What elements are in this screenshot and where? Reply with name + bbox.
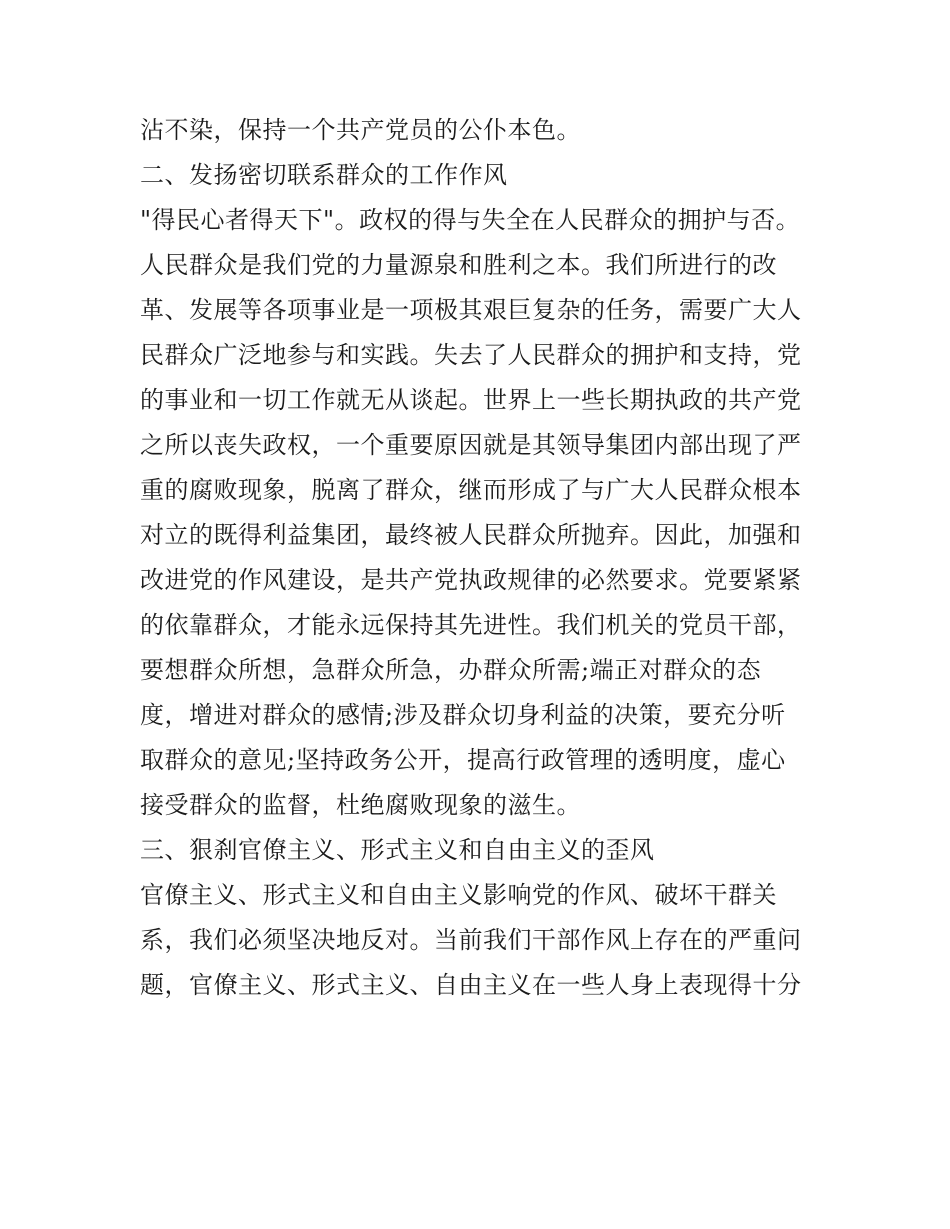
text-line: 接受群众的监督，杜绝腐败现象的滋生。 bbox=[140, 791, 581, 819]
body-text bbox=[140, 108, 820, 1008]
text-line: 沾不染，保持一个共产党员的公仆本色。 bbox=[140, 116, 581, 144]
text-line: 人民群众是我们党的力量源泉和胜利之本。我们所进行的改 bbox=[140, 251, 777, 279]
text-line: 之所以丧失政权，一个重要原因就是其领导集团内部出现了严 bbox=[140, 431, 802, 459]
text-line: 重的腐败现象，脱离了群众，继而形成了与广大人民群众根本 bbox=[140, 476, 802, 504]
text-line: 题，官僚主义、形式主义、自由主义在一些人身上表现得十分 bbox=[140, 971, 802, 999]
text-line: 对立的既得利益集团，最终被人民群众所抛弃。因此，加强和 bbox=[140, 521, 802, 549]
text-line: 革、发展等各项事业是一项极其艰巨复杂的任务，需要广大人 bbox=[140, 296, 802, 324]
section-heading-3: 三、狠刹官僚主义、形式主义和自由主义的歪风 bbox=[140, 836, 655, 864]
text-line: 系，我们必须坚决地反对。当前我们干部作风上存在的严重问 bbox=[140, 926, 802, 954]
text-line: "得民心者得天下"。政权的得与失全在人民群众的拥护与否。 bbox=[140, 206, 801, 234]
text-line: 的依靠群众，才能永远保持其先进性。我们机关的党员干部， bbox=[140, 611, 802, 639]
text-line: 取群众的意见;坚持政务公开，提高行政管理的透明度，虚心 bbox=[140, 746, 786, 774]
section-heading-2: 二、发扬密切联系群众的工作作风 bbox=[140, 161, 508, 189]
text-line: 的事业和一切工作就无从谈起。世界上一些长期执政的共产党 bbox=[140, 386, 802, 414]
text-line: 要想群众所想，急群众所急，办群众所需;端正对群众的态 bbox=[140, 656, 762, 684]
text-line: 民群众广泛地参与和实践。失去了人民群众的拥护和支持，党 bbox=[140, 341, 802, 369]
text-line: 度，增进对群众的感情;涉及群众切身利益的决策，要充分听 bbox=[140, 701, 786, 729]
text-line: 改进党的作风建设，是共产党执政规律的必然要求。党要紧紧 bbox=[140, 566, 802, 594]
text-line: 官僚主义、形式主义和自由主义影响党的作风、破坏干群关 bbox=[140, 881, 777, 909]
